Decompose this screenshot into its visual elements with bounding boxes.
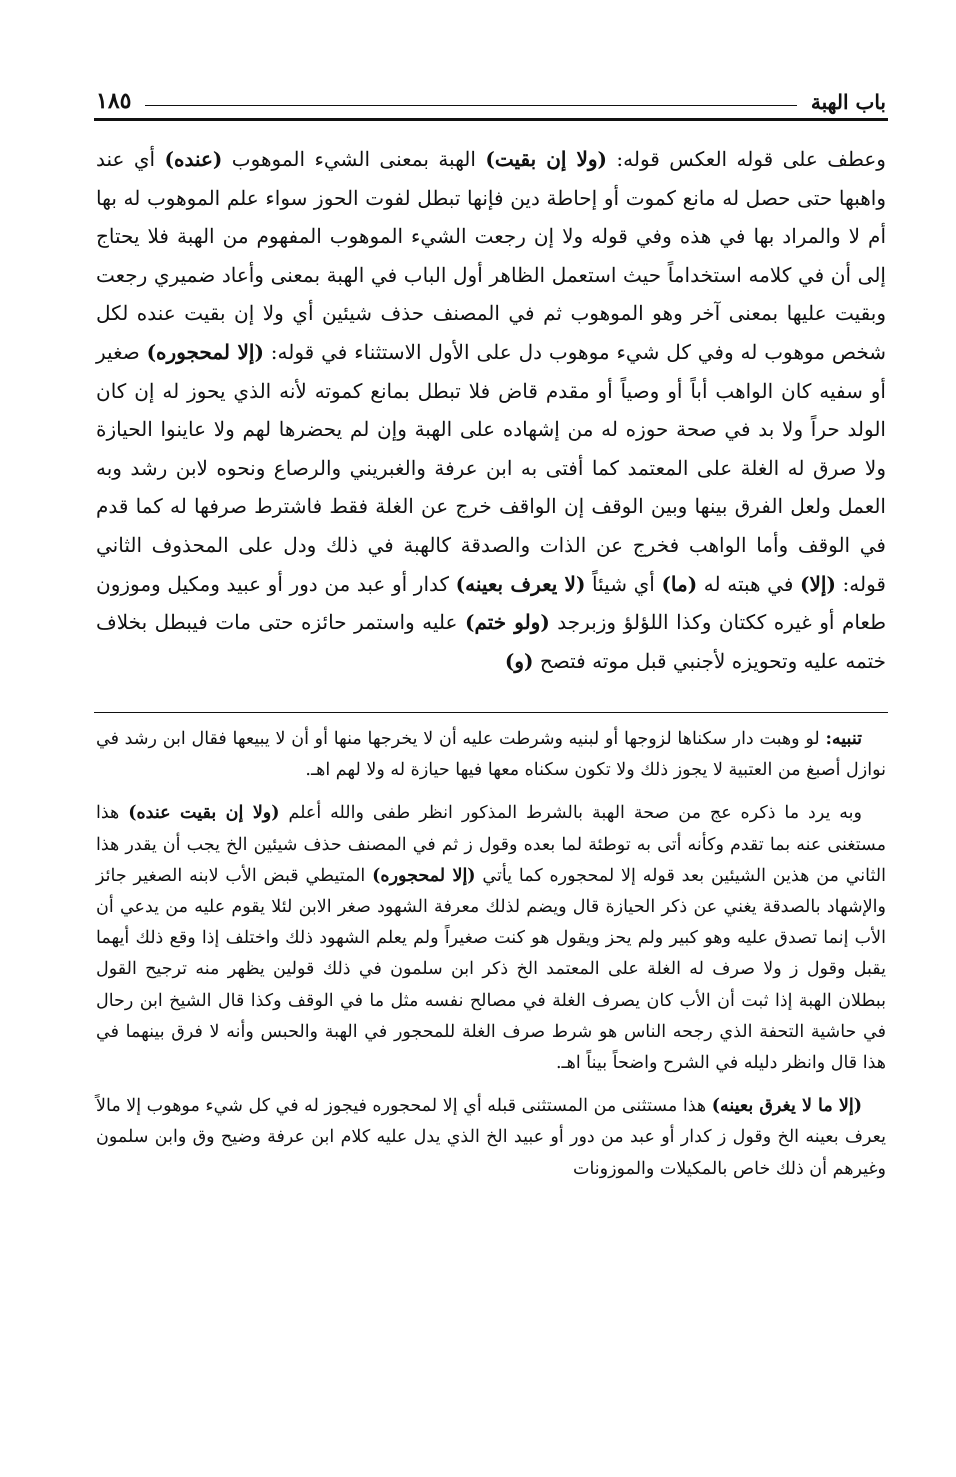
text-run: وبه يرد ما ذكره عج من صحة الهبة بالشرط المذكور انظر طفى والله أعلم	[279, 803, 862, 824]
text-run: هذا مستثنى من المستثنى قبله أي إلا لمحجوره فيجوز له في كل شيء موهوب إلا مالاً يعرف بعينه الخ وقول ز كدار أو عبد من دور أو عبيد الخ الذي يدل عليه كلام ابن عرفة وضيح وق وابن سلمون وغيرهم أن ذلك خاص بالمكيلات والموزونات	[96, 1096, 886, 1179]
text-run: المتيطي قبض الأب لابنه الصغير جائز والإشهاد بالصدقة يغني عن ذكر الحيازة قال ويضم لذلك معرفة الشهود صغر الابن لئلا يقوم عليه من يدعي أن الأب إنما تصدق عليه وهو كبير ولم يحز ويقول هو كنت صغيراً ولم يعلم الشهود ذلك واختلف إذا وقع ذلك أيهما يقبل وقول ز ولا صرف له الغلة على المعتمد الخ ذكر ابن سلمون في ذلك قولين يظهر منه ترجيح القول ببطلان الهبة إذا ثبت أن الأب كان يصرف الغلة في مصالح نفسه مثل ما في الوقف وكذا قال الشيخ ابن رحال في حاشية التحفة الذي رجحه الناس هو شرط صرف الغلة للمحجور في الهبة والحبس وأنه لا فرق بينهما في هذا قال وانظر دليله في الشرح واضحاً بيناً اهـ.	[96, 865, 886, 1074]
text-run: كدار أو عبد من دور أو عبيد ومكيل وموزون طعام أو غيره ككتان وكذا اللؤلؤ وزبرجد	[96, 571, 886, 635]
bold-phrase: تنبيه:	[825, 729, 862, 749]
header-rule	[94, 118, 888, 121]
bold-phrase: (إلا)	[800, 571, 836, 596]
text-run: وعطف على قوله العكس قوله:	[606, 147, 886, 171]
bold-phrase: (إلا لمحجوره)	[146, 339, 264, 364]
page-number: ١٨٥	[96, 88, 132, 114]
text-run: أي عند واهبها حتى حصل له مانع كموت أو إحاطة دين فإنها تبطل لفوت الحوز سواء علم الموهوب له بها أم لا والمراد بها في هذه وفي قوله ولا إن رجعت الشيء الموهوب المفهوم من الهبة فلا يحتاج إلى أن في كلامه استخداماً حيث استعمل الظاهر أول الباب في الهبة بمعنى وأعاد ضميري رجعت وبقيت عليها بمعنى آخر وهو الموهوب ثم في المصنف حذف شيئين أي ولا إن بقيت عنده لكل شخص موهوب له وفي كل شيء موهوب دل على الأول الاستثناء في قوله:	[96, 147, 887, 364]
footnote-paragraph	[96, 798, 886, 1079]
bold-phrase: (لا يعرف بعينه)	[455, 571, 586, 596]
bold-phrase: (و)	[504, 648, 534, 673]
bold-phrase: (إلا لمحجوره)	[372, 865, 476, 886]
footnote-paragraph	[96, 1091, 886, 1185]
header-leader-line	[145, 105, 796, 106]
text-run: عليه واستمر حائزه حتى مات فيبطل بخلاف ختمه عليه وتحويزه لأجنبي قبل موته فتصح	[96, 610, 886, 673]
text-run: في هبته له	[697, 571, 801, 596]
footnotes	[96, 724, 886, 1197]
text-run: صغير أو سفيه كان الواهب أباً أو وصياً أو مقدم قاض فلا تبطل بمانع كموته لأنه الذي يحوز له إن كان الولد حراً ولا بد في صحة حوزه له من إشهاده على الهبة وإن لم يحضرها لهم ولا عاينوا الحيازة ولا صرق له الغلة على المعتمد كما أفتى به ابن عرفة والغبريني والرصاع ونحوه لابن رشد وبه العمل ولعل الفرق بينها وبين الوقف إن الواقف خرج عن الغلة فقط فاشترط صرفها له كما قدم في الوقف وأما الواهب فخرج عن الذات والصدقة كالهبة في ذلك ودل على المحذوف الثاني قوله:	[96, 339, 886, 596]
bold-phrase: (ما)	[661, 571, 698, 596]
running-header	[96, 84, 886, 114]
text-run: أي شيئاً	[585, 571, 662, 596]
text-run: الهبة بمعنى الشيء الموهوب	[222, 147, 486, 171]
footnote-separator	[94, 712, 888, 713]
main-text	[96, 140, 886, 680]
bold-phrase: (ولو ختم)	[464, 610, 550, 635]
text-run: هذا مستغنى عنه بما تقدم وكأنه أتى به توطئة لما بعده وقول ز ثم في المصنف حذف شيئين الخ يجب أن يقدر هذا الثاني من هذين الشيئين بعد قوله إلا لمحجوره كما يأتي	[96, 803, 886, 886]
text-run: لو وهبت دار سكناها لزوجها أو لبنيه وشرطت عليه أن لا يخرجها منها أو أن لا يبيعها فقال ابن رشد في نوازل أصبغ من العتبية لا يجوز ذلك ولا تكون سكناه معها فيها حيازة له ولا لهم اهـ.	[96, 729, 886, 781]
chapter-title: باب الهبة	[810, 90, 886, 114]
bold-phrase: (ولا إن بقيت)	[485, 147, 607, 171]
bold-phrase: (إلا ما لا يغرق بعينه)	[711, 1096, 862, 1117]
footnote-paragraph	[96, 724, 886, 786]
bold-phrase: (ولا إن بقيت عنده)	[128, 803, 280, 824]
bold-phrase: (عنده)	[164, 147, 223, 171]
